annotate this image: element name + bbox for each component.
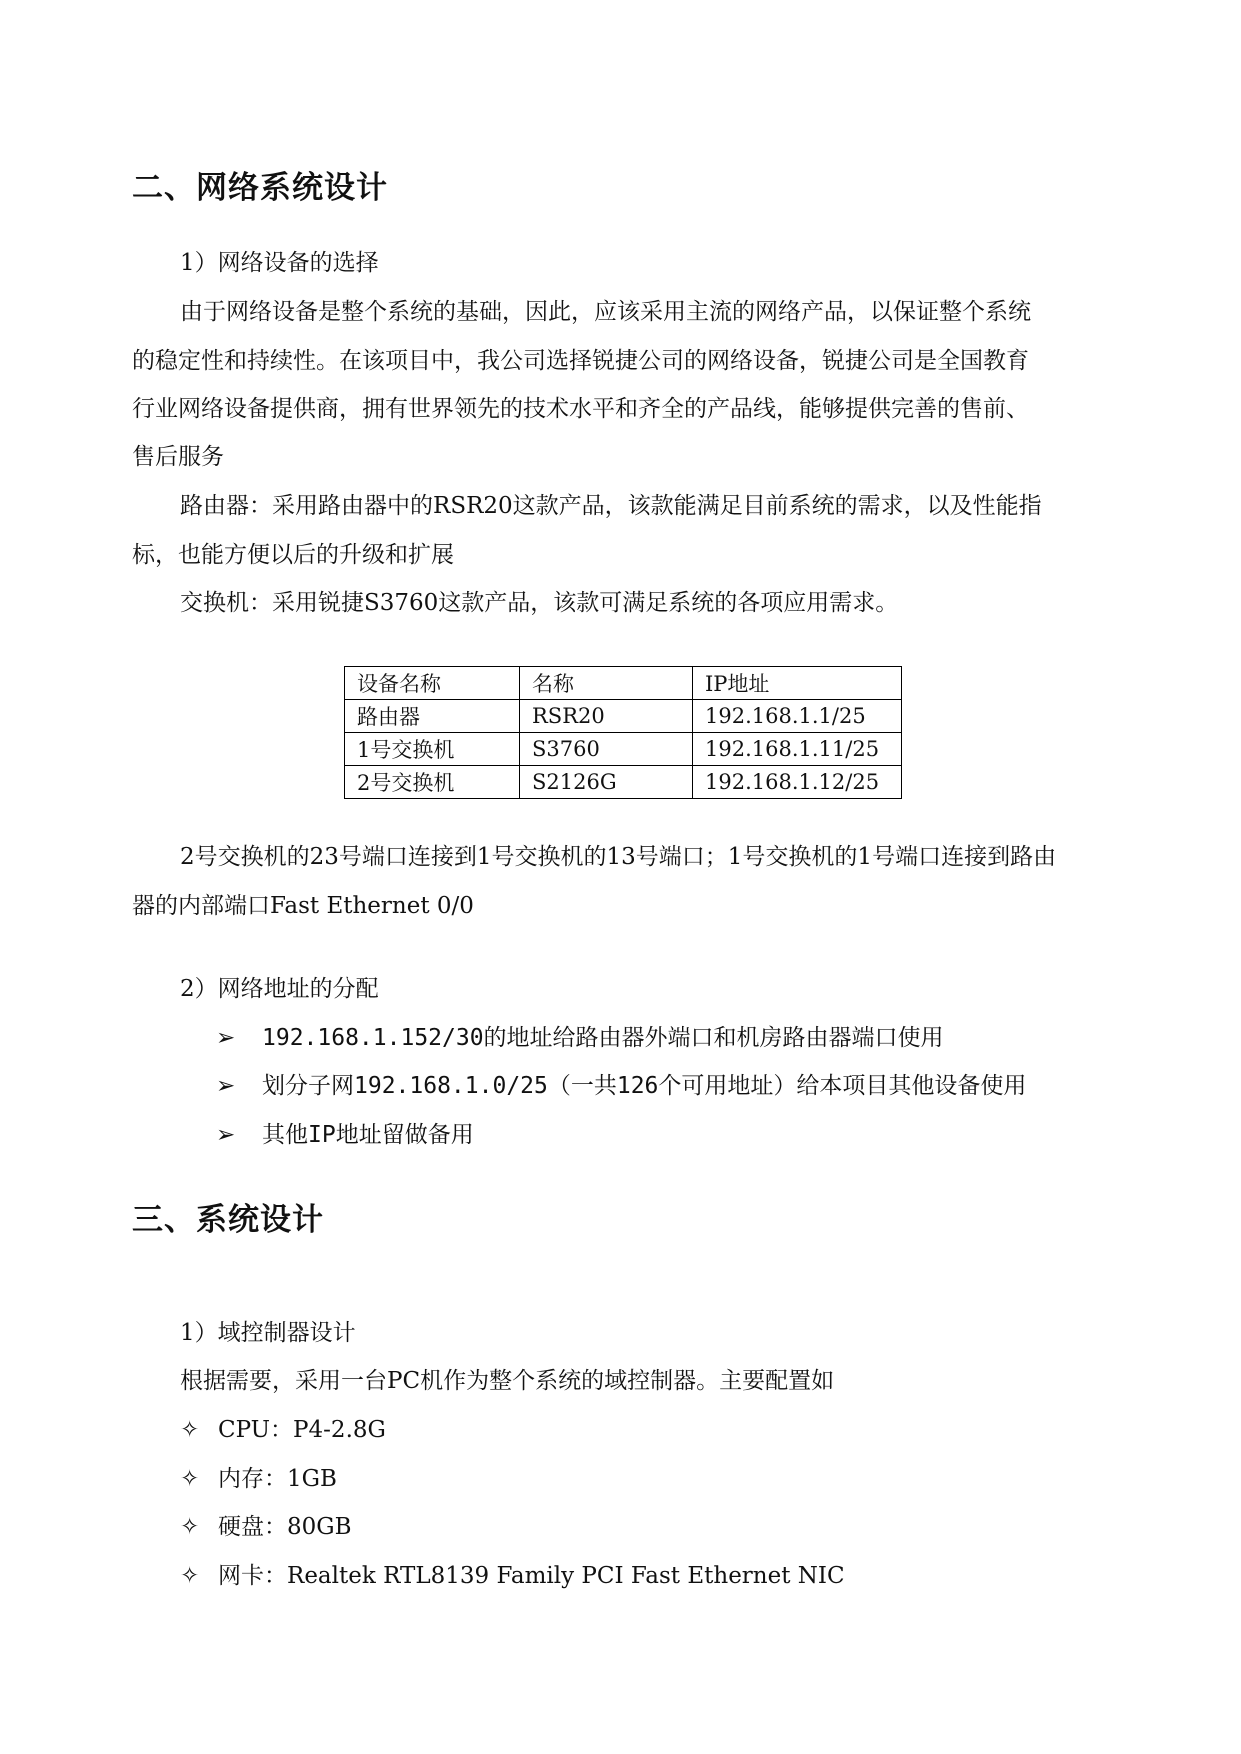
table-cell: 192.168.1.12/25 [693,766,902,799]
connection-line: 器的内部端口Fast Ethernet 0/0 [132,893,474,919]
arrow-bullet-icon: ➢ [216,1073,236,1099]
star-bullet-icon: ✧ [180,1563,200,1589]
paragraph-line: 行业网络设备提供商，拥有世界领先的技术水平和齐全的产品线，能够提供完善的售前、 [132,396,1029,422]
table-cell: 192.168.1.1/25 [693,700,902,733]
bullet-item [216,1023,944,1053]
table-cell: 路由器 [345,700,520,733]
bullet-item [216,1120,474,1150]
spec-item [180,1561,845,1591]
table-cell: 2号交换机 [345,766,520,799]
table-header-row [345,667,902,700]
bullet-item [216,1071,1026,1101]
table-row [345,766,902,799]
spec-text: 网卡：Realtek RTL8139 Family PCI Fast Ethernet NIC [218,1563,845,1589]
spec-item [180,1512,352,1542]
section-2-heading: 二、网络系统设计 [132,170,388,206]
router-line: 路由器：采用路由器中的RSR20这款产品，该款能满足目前系统的需求，以及性能指 [180,493,1042,519]
table-header-cell: 设备名称 [345,667,520,700]
star-bullet-icon: ✧ [180,1417,200,1443]
spec-text: 内存：1GB [218,1466,337,1492]
arrow-bullet-icon: ➢ [216,1025,236,1051]
table-cell: RSR20 [520,700,693,733]
paragraph-line: 的稳定性和持续性。在该项目中，我公司选择锐捷公司的网络设备，锐捷公司是全国教育 [132,348,1029,374]
table-header-cell: IP地址 [693,667,902,700]
bullet-text: 其他IP地址留做备用 [262,1122,474,1148]
table-row [345,733,902,766]
subsection-network-device-selection: 1）网络设备的选择 [180,250,379,276]
table-header-cell: 名称 [520,667,693,700]
section-3-heading: 三、系统设计 [132,1202,324,1238]
star-bullet-icon: ✧ [180,1514,200,1540]
table-cell: S2126G [520,766,693,799]
spec-item [180,1464,337,1494]
arrow-bullet-icon: ➢ [216,1122,236,1148]
paragraph-line: 售后服务 [132,444,224,470]
table-cell: 1号交换机 [345,733,520,766]
spec-text: 硬盘：80GB [218,1514,352,1540]
table-cell: S3760 [520,733,693,766]
connection-line: 2号交换机的23号端口连接到1号交换机的13号端口；1号交换机的1号端口连接到路由 [180,844,1057,870]
table-row [345,700,902,733]
spec-text: CPU：P4-2.8G [218,1417,386,1443]
switch-line: 交换机：采用锐捷S3760这款产品，该款可满足系统的各项应用需求。 [180,590,899,616]
spec-item [180,1415,386,1445]
bullet-text: 192.168.1.152/30的地址给路由器外端口和机房路由器端口使用 [262,1025,944,1051]
router-line: 标，也能方便以后的升级和扩展 [132,542,454,568]
star-bullet-icon: ✧ [180,1466,200,1492]
paragraph-line: 由于网络设备是整个系统的基础，因此，应该采用主流的网络产品，以保证整个系统 [180,299,1031,325]
intro-line: 根据需要，采用一台PC机作为整个系统的域控制器。主要配置如 [180,1368,835,1394]
subsection-address-allocation: 2）网络地址的分配 [180,976,379,1002]
bullet-text: 划分子网192.168.1.0/25（一共126个可用地址）给本项目其他设备使用 [262,1073,1027,1099]
subsection-domain-controller: 1）域控制器设计 [180,1320,356,1346]
table-cell: 192.168.1.11/25 [693,733,902,766]
device-table [344,666,902,799]
